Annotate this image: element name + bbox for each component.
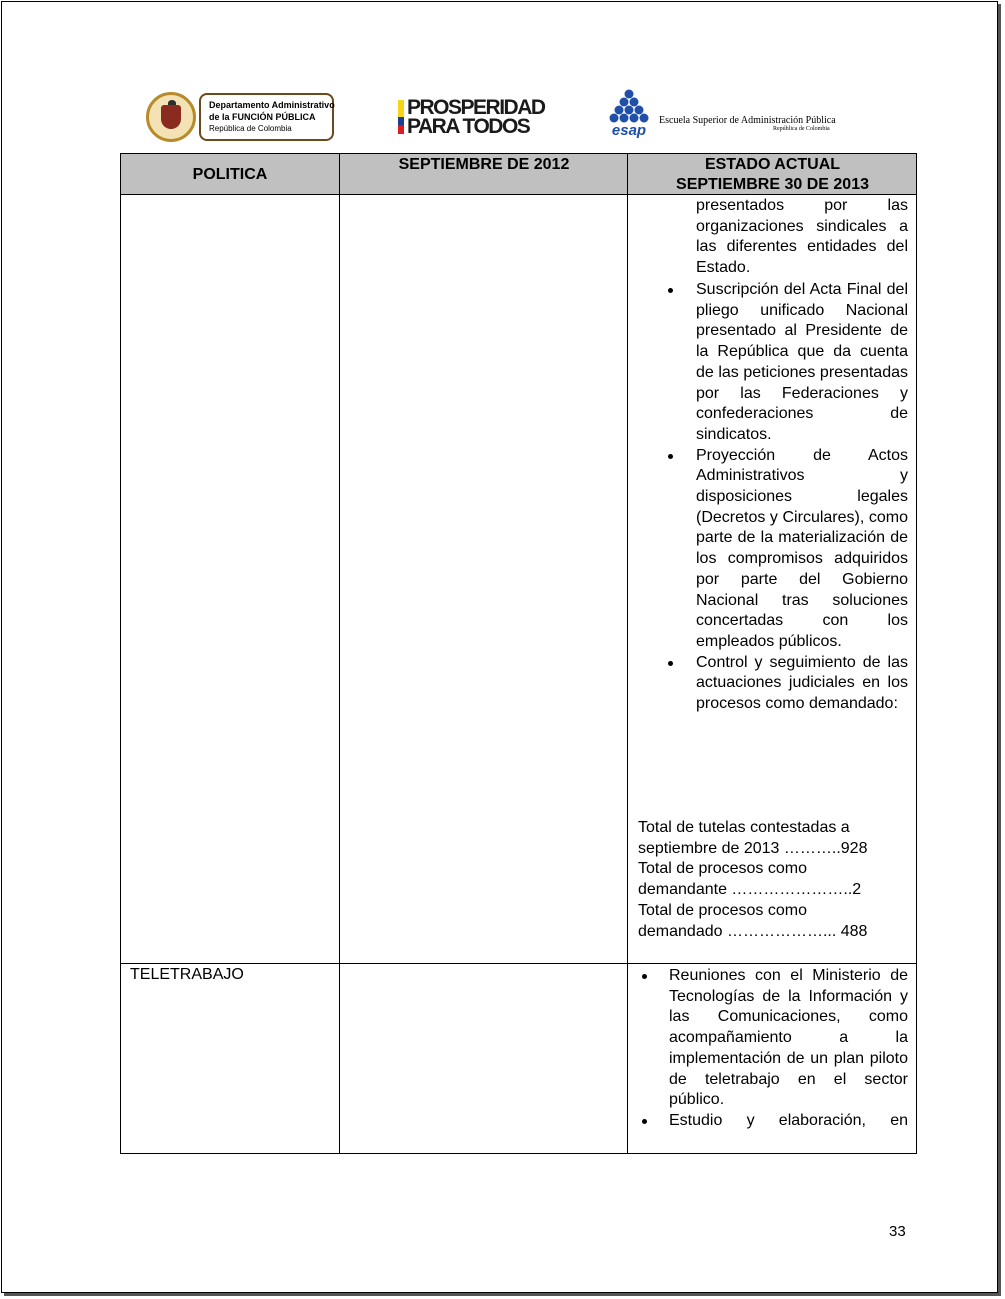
policy-status-table — [120, 153, 917, 1155]
header-septiembre-2012: SEPTIEMBRE DE 2012 — [398, 156, 570, 173]
esap-mark-text: esap — [611, 122, 647, 139]
header-politica: POLITICA — [192, 166, 268, 183]
list-item: Estudio y elaboración, en — [669, 1111, 908, 1132]
esap-logo — [603, 88, 836, 140]
prosperidad-logo — [398, 98, 550, 138]
header-estado-actual — [628, 155, 917, 195]
politica-teletrabajo: TELETRABAJO — [130, 966, 244, 983]
total-demandante-line2: demandante …………………..2 — [638, 881, 862, 899]
totals-block — [638, 818, 913, 942]
esap-logo-name: Escuela Superior de Administración Pública — [659, 115, 836, 126]
colombia-coat-of-arms-icon — [146, 92, 196, 142]
dafp-logo-line1: Departamento Administrativo — [209, 100, 335, 110]
row-divider — [120, 963, 917, 964]
esap-pyramid-icon — [603, 88, 655, 140]
estado-actual-bullets-row1 — [696, 280, 908, 715]
total-demandado-line2: demandado ………………... 488 — [638, 922, 868, 940]
estado-actual-bullets-row2 — [669, 966, 908, 1132]
list-item: Reuniones con el Ministerio de Tecnologías de la Información y las Comunicaciones, como acompañamiento a la implementación de un plan piloto de teletrabajo en el sector público. — [669, 966, 908, 1111]
header-estado-actual-line1: ESTADO ACTUAL — [704, 156, 841, 173]
page-number: 33 — [889, 1223, 906, 1240]
column-divider — [339, 153, 340, 1154]
prosperidad-logo-line2: PARA TODOS — [407, 115, 530, 138]
list-item: Control y seguimiento de las actuaciones judiciales en los procesos como demandado: — [696, 653, 908, 715]
dafp-logo — [146, 92, 336, 144]
flag-bar-icon — [398, 100, 404, 134]
dafp-logo-line3: República de Colombia — [209, 124, 292, 133]
dafp-logo-textbox — [199, 93, 334, 141]
list-item: Suscripción del Acta Final del pliego unificado Nacional presentado al Presidente de la República que da cuenta de las peticiones presentadas por las Federaciones y confederaciones de sindicatos. — [696, 280, 908, 446]
total-tutelas-line2: septiembre de 2013 ………..928 — [638, 839, 868, 857]
dafp-logo-line2: de la FUNCIÓN PÚBLICA — [209, 112, 316, 122]
prosperidad-logo-line1: PROSPERIDAD — [407, 96, 545, 119]
list-item: Proyección de Actos Administrativos y disposiciones legales (Decretos y Circulares), como parte de la materialización de los compromisos adquiridos por parte del Gobierno Nacional tras soluciones concertadas con los empleados públicos. — [696, 446, 908, 653]
header-estado-actual-line2: SEPTIEMBRE 30 DE 2013 — [676, 176, 869, 193]
total-tutelas-line1: Total de tutelas contestadas a — [638, 819, 850, 836]
total-demandante-line1: Total de procesos como — [638, 860, 807, 878]
esap-logo-sub: República de Colombia — [773, 126, 830, 132]
total-demandado-line1: Total de procesos como — [638, 901, 807, 919]
continuation-text: presentados por las organizaciones sindicales a las diferentes entidades del Estado. — [696, 197, 908, 277]
column-divider — [627, 153, 628, 1154]
